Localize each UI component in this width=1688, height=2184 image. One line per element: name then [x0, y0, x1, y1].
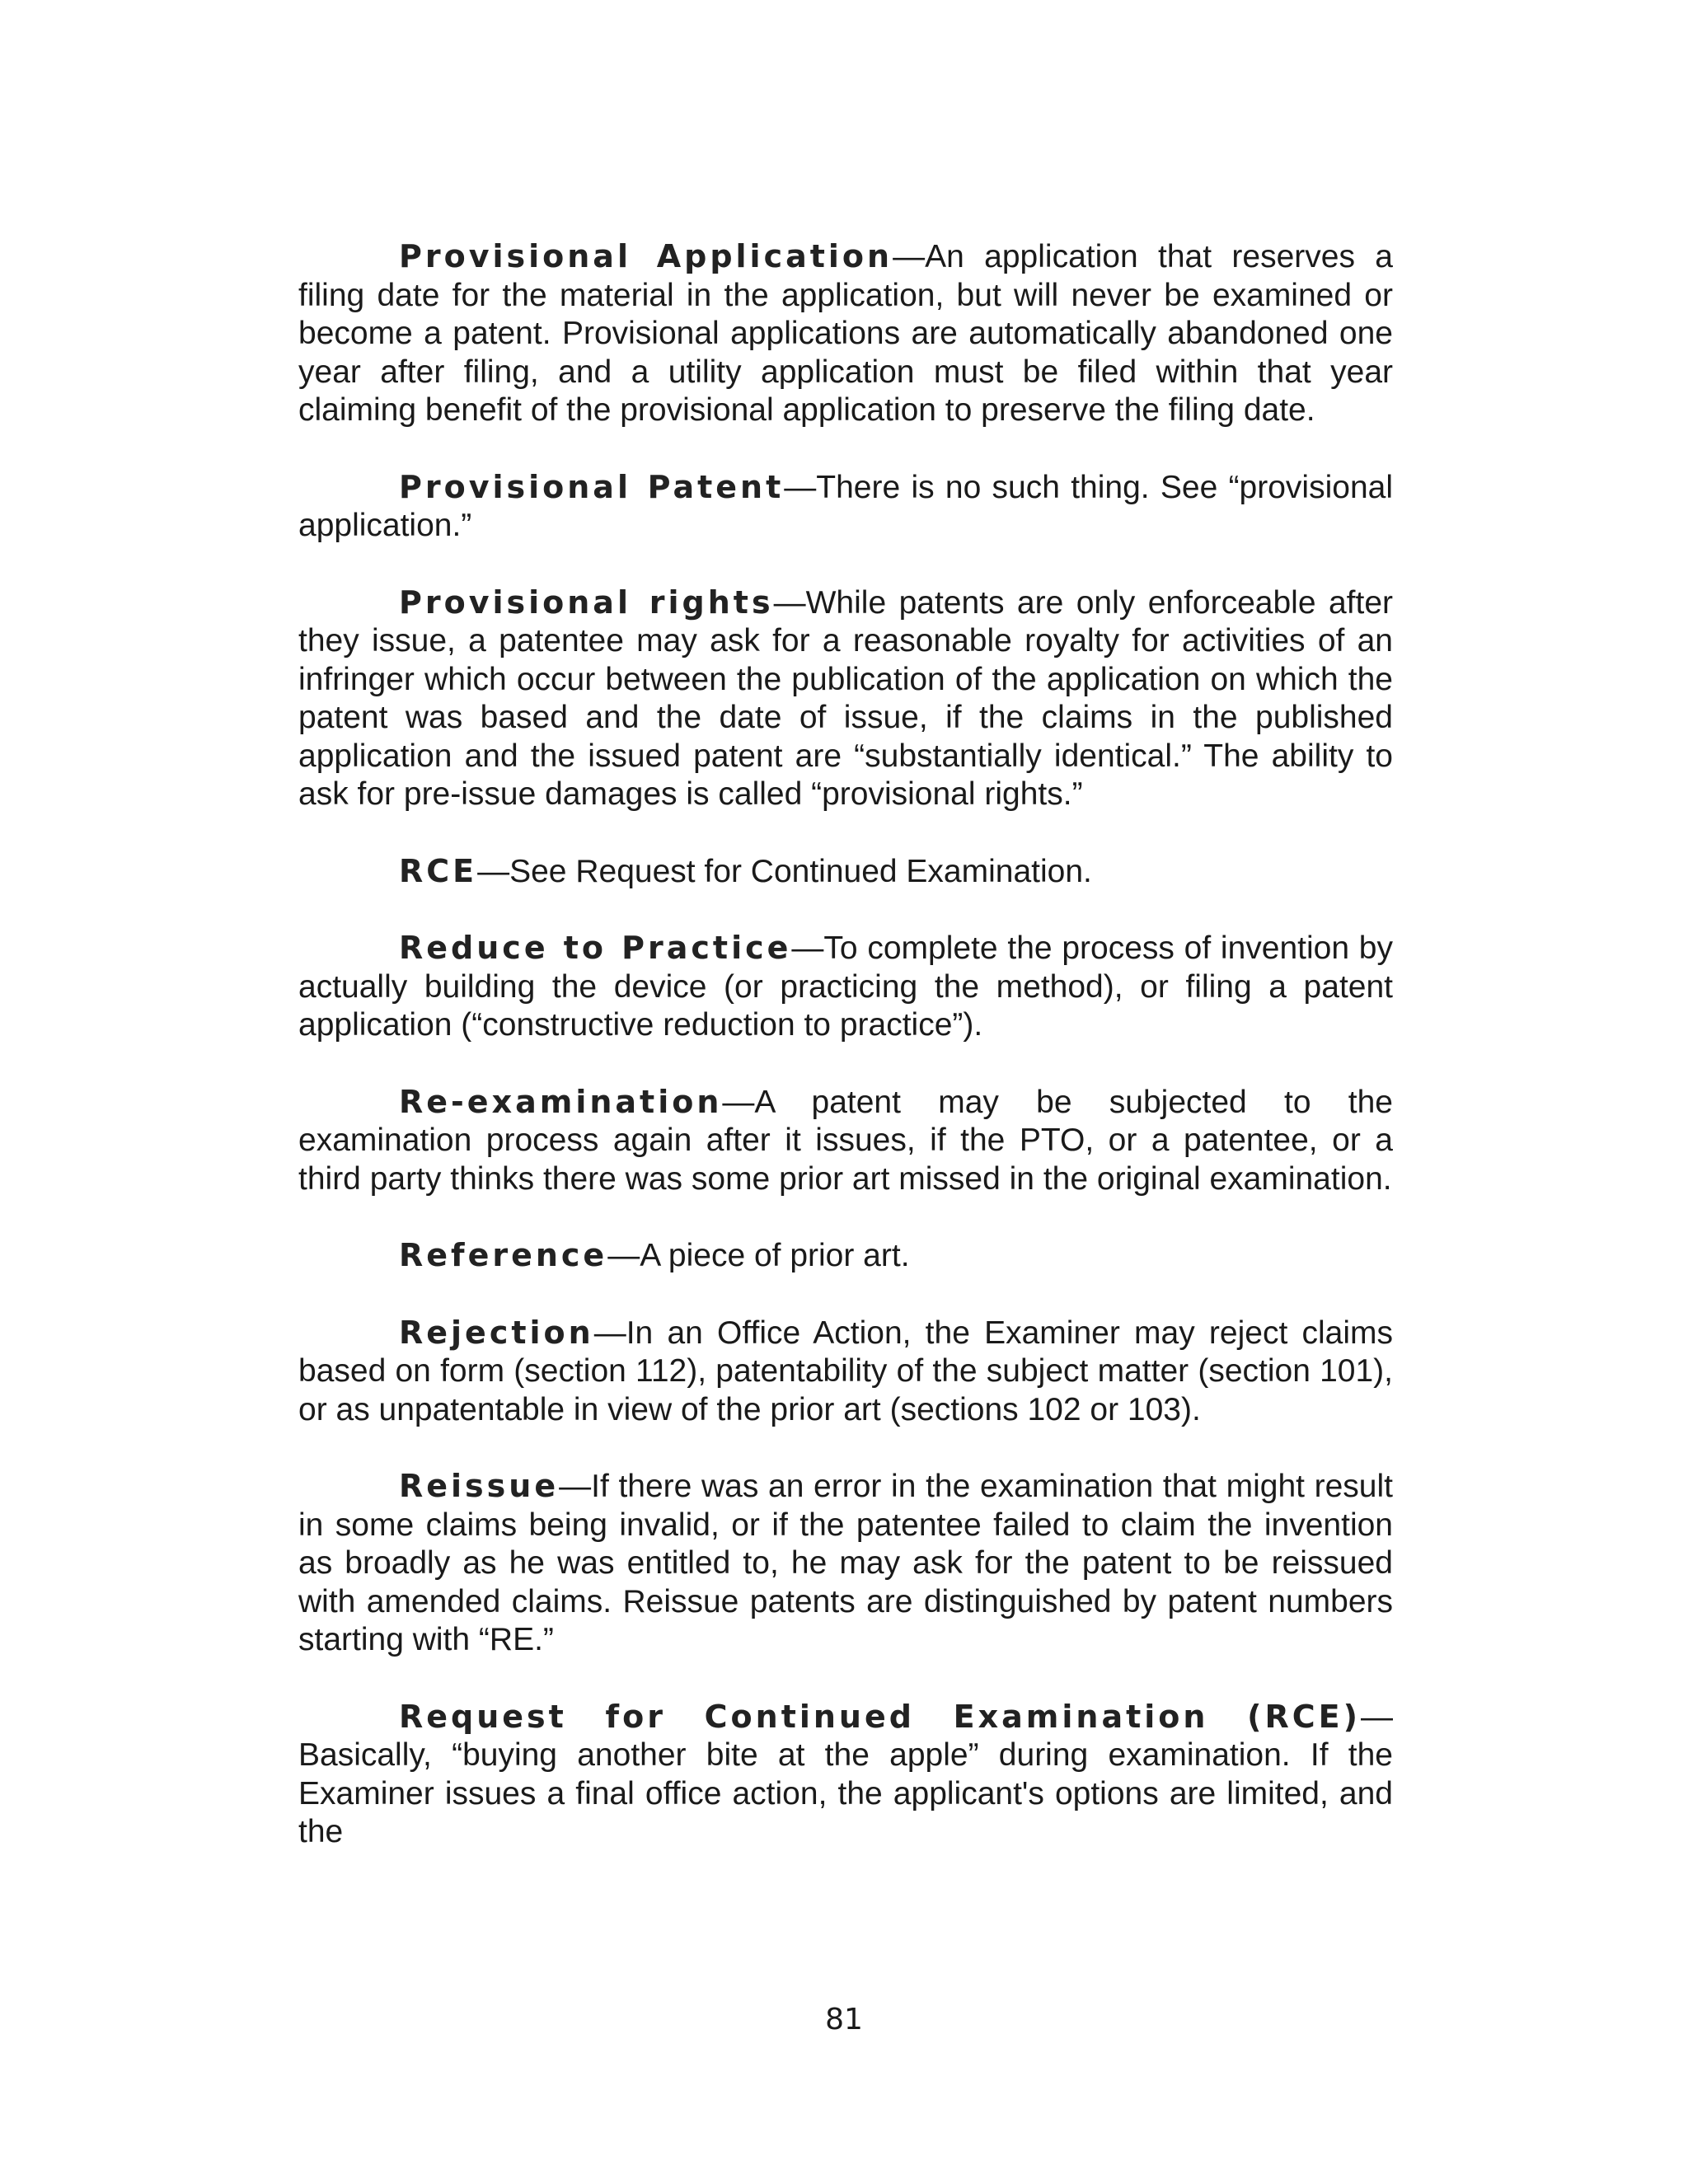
glossary-definition: —To complete the process of invention by actually building the device (or practicing the method), or filing a patent application (“constructive reduction to practice”). [298, 930, 1393, 1043]
glossary-definition: —A patent may be subjected to the examination process again after it issues, if the PTO, or a patentee, or a third party thinks there was some prior art missed in the original examination. [298, 1084, 1393, 1197]
glossary-entry-reference [298, 1236, 1393, 1276]
glossary-term: Provisional rights [399, 583, 774, 621]
glossary-term: Reference [399, 1237, 608, 1273]
glossary-definition: —An application that reserves a filing date for the material in the application, but will never be examined or become a patent. Provisional applications are automatically abandoned one year after filing, and a utility application must be filed within that year claiming benefit of the provisional application to preserve the filing date. [298, 239, 1393, 428]
glossary-term: Request for Continued Examination (RCE) [399, 1698, 1361, 1735]
glossary-definition: —If there was an error in the examination that might result in some claims being invalid, or if the patentee failed to claim the invention as broadly as he was entitled to, he may ask for the patent to be reissued with amended claims. Reissue patents are distinguished by patent numbers starting with “RE.” [298, 1469, 1393, 1657]
glossary-definition: —Basically, “buying another bite at the apple” during examination. If the Examiner issues a final office action, the applicant's options are limited, and the [298, 1699, 1393, 1849]
glossary-definition: —While patents are only enforceable after they issue, a patentee may ask for a reasonable royalty for activities of an infringer which occur between the publication of the application on which the patent was based and the date of issue, if the claims in the published application and the issued patent are “substantially identical.” The ability to ask for pre-issue damages is called “provisional rights.” [298, 584, 1393, 812]
glossary-definition: —See Request for Continued Examination. [477, 853, 1092, 889]
glossary-term: Re-examination [399, 1083, 723, 1120]
glossary-definition: —A piece of prior art. [607, 1238, 910, 1273]
glossary-term: Provisional Patent [399, 468, 785, 505]
glossary-entry-reissue [298, 1467, 1393, 1660]
glossary-entry-rejection [298, 1314, 1393, 1430]
glossary-definition: —There is no such thing. See “provisional application.” [298, 469, 1393, 543]
glossary-entry-provisional-application [298, 237, 1393, 430]
glossary-term: Reduce to Practice [399, 930, 792, 966]
glossary-entry-rce [298, 852, 1393, 892]
glossary-entry-provisional-rights [298, 583, 1393, 814]
glossary-entry-re-examination [298, 1083, 1393, 1199]
glossary-term: Rejection [399, 1314, 594, 1351]
glossary-term: Reissue [399, 1468, 560, 1504]
glossary-term: RCE [399, 852, 478, 889]
glossary-definition: —In an Office Action, the Examiner may reject claims based on form (section 112), patentability of the subject matter (section 101), or as unpatentable in view of the prior art (sections 102 or 103). [298, 1315, 1393, 1427]
glossary-entry-reduce-to-practice [298, 929, 1393, 1045]
glossary-term: Provisional Application [399, 238, 893, 274]
page-number: 81 [825, 2003, 863, 2036]
glossary-entry-request-for-continued-examination [298, 1698, 1393, 1852]
glossary-content [298, 237, 1393, 1890]
glossary-entry-provisional-patent [298, 468, 1393, 546]
